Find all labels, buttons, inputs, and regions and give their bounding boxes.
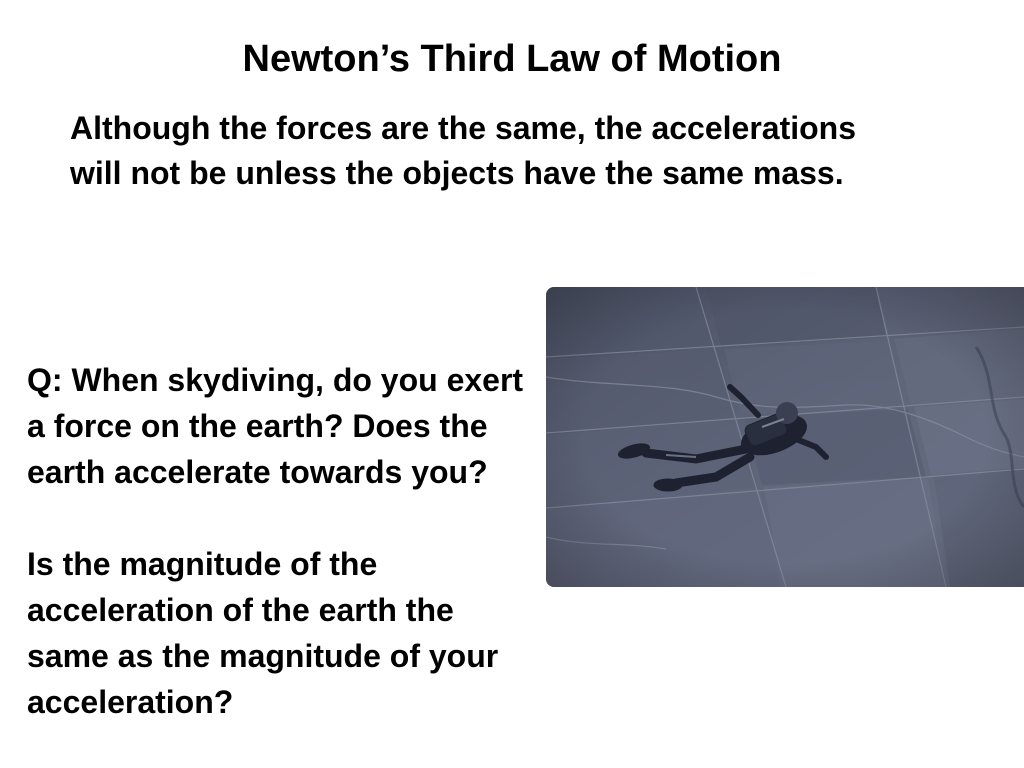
intro-text: Although the forces are the same, the accelerations will not be unless the objects have the same mass. (70, 110, 857, 191)
question-block (27, 357, 527, 725)
question-acceleration-magnitude: Is the magnitude of the acceleration of the earth the same as the magnitude of your acceleration? (27, 546, 499, 720)
question-skydiving-force: Q: When skydiving, do you exert a force on the earth? Does the earth accelerate towards you? (27, 362, 524, 490)
skydiver-photo (546, 287, 1024, 587)
slide-title: Newton’s Third Law of Motion (242, 38, 782, 80)
